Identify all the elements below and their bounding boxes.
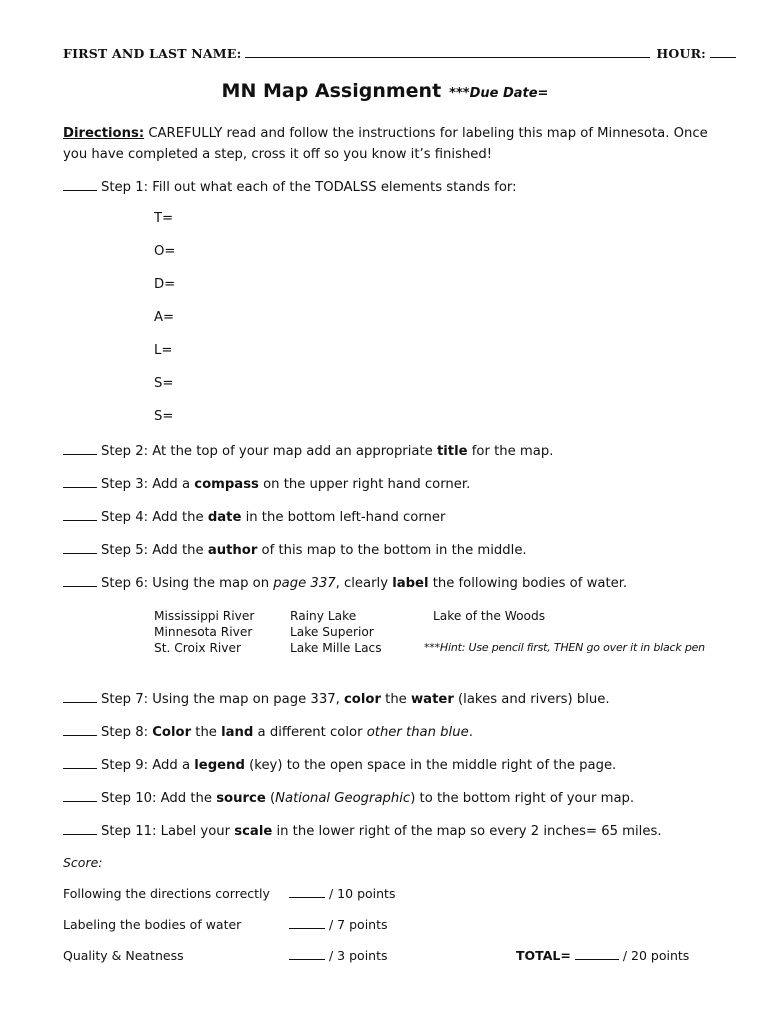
water-rainy-lake: Rainy Lake [290,609,357,623]
step-6-pre: Step 6: Using the map on [101,576,274,591]
step-2-pre: Step 2: At the top of your map add an appropriate [101,444,437,459]
total-points: / 20 points [622,948,690,963]
step-11-post: in the lower right of the map so every 2 inches= 65 miles. [272,824,662,839]
step-5-post: of this map to the bottom in the middle. [257,543,527,558]
step-7 [63,690,610,707]
water-lake-of-the-woods: Lake of the Woods [433,609,546,623]
step-4-post: in the bottom left-hand corner [241,510,446,525]
score-points: / 10 points [329,886,396,901]
step-check-blank [63,723,97,736]
step-9-pre: Step 9: Add a [101,758,195,773]
step-check-blank [63,690,97,703]
step-10-mid: ( [265,791,276,806]
water-lake-superior: Lake Superior [290,625,374,639]
total-blank [575,948,619,960]
step-8 [63,723,473,740]
step-10-bold: source [216,791,266,806]
step-2-post: for the map. [467,444,554,459]
step-1-text: Step 1: Fill out what each of the TODALSS elements stands for: [101,180,517,195]
step-10-italic: National Geographic [275,791,411,806]
step-8-bold2: land [221,725,254,740]
page-title: MN Map Assignment [221,80,442,102]
water-mississippi: Mississippi River [154,609,255,623]
step-4 [63,508,445,525]
step-check-blank [63,475,97,488]
step-check-blank [63,442,97,455]
score-row-water-label: Labeling the bodies of water [63,917,242,932]
step-4-bold: date [207,510,242,525]
step-7-mid: the [380,692,411,707]
step-2 [63,442,553,459]
step-check-blank [63,822,97,835]
score-row-directions-points [289,886,395,901]
score-points: / 3 points [329,948,388,963]
step-6-italic: page 337 [273,576,336,591]
name-hour-header [63,46,705,61]
name-label: FIRST AND LAST NAME: [63,46,242,61]
step-5-pre: Step 5: Add the [101,543,208,558]
step-6-bold: label [392,576,429,591]
step-10-pre: Step 10: Add the [101,791,217,806]
pencil-hint: ***Hint: Use pencil first, THEN go over it in black pen [424,641,705,654]
step-check-blank [63,541,97,554]
step-6-mid: , clearly [335,576,393,591]
step-9 [63,756,616,773]
step-1 [63,178,517,195]
step-check-blank [63,789,97,802]
total-score [516,948,689,963]
water-minnesota-river: Minnesota River [154,625,253,639]
step-3 [63,475,470,492]
name-blank [245,46,650,58]
total-label: TOTAL= [516,948,571,963]
hour-label: HOUR: [656,46,706,61]
step-8-mid2: a different color [253,725,367,740]
todalss-d: D= [154,277,176,292]
step-8-post: . [468,725,473,740]
hour-blank [710,46,736,58]
step-3-pre: Step 3: Add a [101,477,195,492]
score-blank [289,886,325,898]
water-st-croix: St. Croix River [154,641,242,655]
step-2-bold: title [436,444,468,459]
step-8-italic: other than blue [366,725,469,740]
step-7-bold: color [343,692,381,707]
step-10-post: ) to the bottom right of your map. [410,791,635,806]
score-row-quality-label: Quality & Neatness [63,948,184,963]
step-7-pre: Step 7: Using the map on page 337, [101,692,344,707]
todalss-s1: S= [154,376,174,391]
todalss-a: A= [154,310,175,325]
score-label: Score: [63,855,103,870]
step-8-pre: Step 8: [101,725,153,740]
title-row [0,80,770,102]
score-row-directions-label: Following the directions correctly [63,886,270,901]
step-11-pre: Step 11: Label your [101,824,235,839]
step-3-post: on the upper right hand corner. [258,477,471,492]
step-8-bold: Color [152,725,192,740]
todalss-o: O= [154,244,176,259]
step-10 [63,789,634,806]
step-check-blank [63,178,97,191]
step-check-blank [63,508,97,521]
step-5-bold: author [207,543,258,558]
step-7-post: (lakes and rivers) blue. [453,692,610,707]
step-4-pre: Step 4: Add the [101,510,208,525]
step-3-bold: compass [194,477,259,492]
step-check-blank [63,574,97,587]
step-6-post: the following bodies of water. [428,576,628,591]
directions-label: Directions: [63,126,145,141]
todalss-s2: S= [154,409,174,424]
todalss-t: T= [154,211,174,226]
score-points: / 7 points [329,917,388,932]
score-blank [289,948,325,960]
directions [63,123,723,165]
todalss-l: L= [154,343,173,358]
score-row-quality-points [289,948,388,963]
step-9-bold: legend [194,758,245,773]
step-check-blank [63,756,97,769]
due-date: ***Due Date= [449,86,549,101]
score-row-water-points [289,917,388,932]
step-7-bold2: water [410,692,454,707]
step-11-bold: scale [234,824,273,839]
water-mille-lacs: Lake Mille Lacs [290,641,382,655]
directions-text: CAREFULLY read and follow the instructions for labeling this map of Minnesota. Once you have completed a step, cross it off so you know it’s finished! [63,126,708,162]
step-6 [63,574,627,591]
step-11 [63,822,662,839]
score-blank [289,917,325,929]
step-5 [63,541,527,558]
step-8-mid: the [191,725,222,740]
step-9-post: (key) to the open space in the middle right of the page. [244,758,617,773]
